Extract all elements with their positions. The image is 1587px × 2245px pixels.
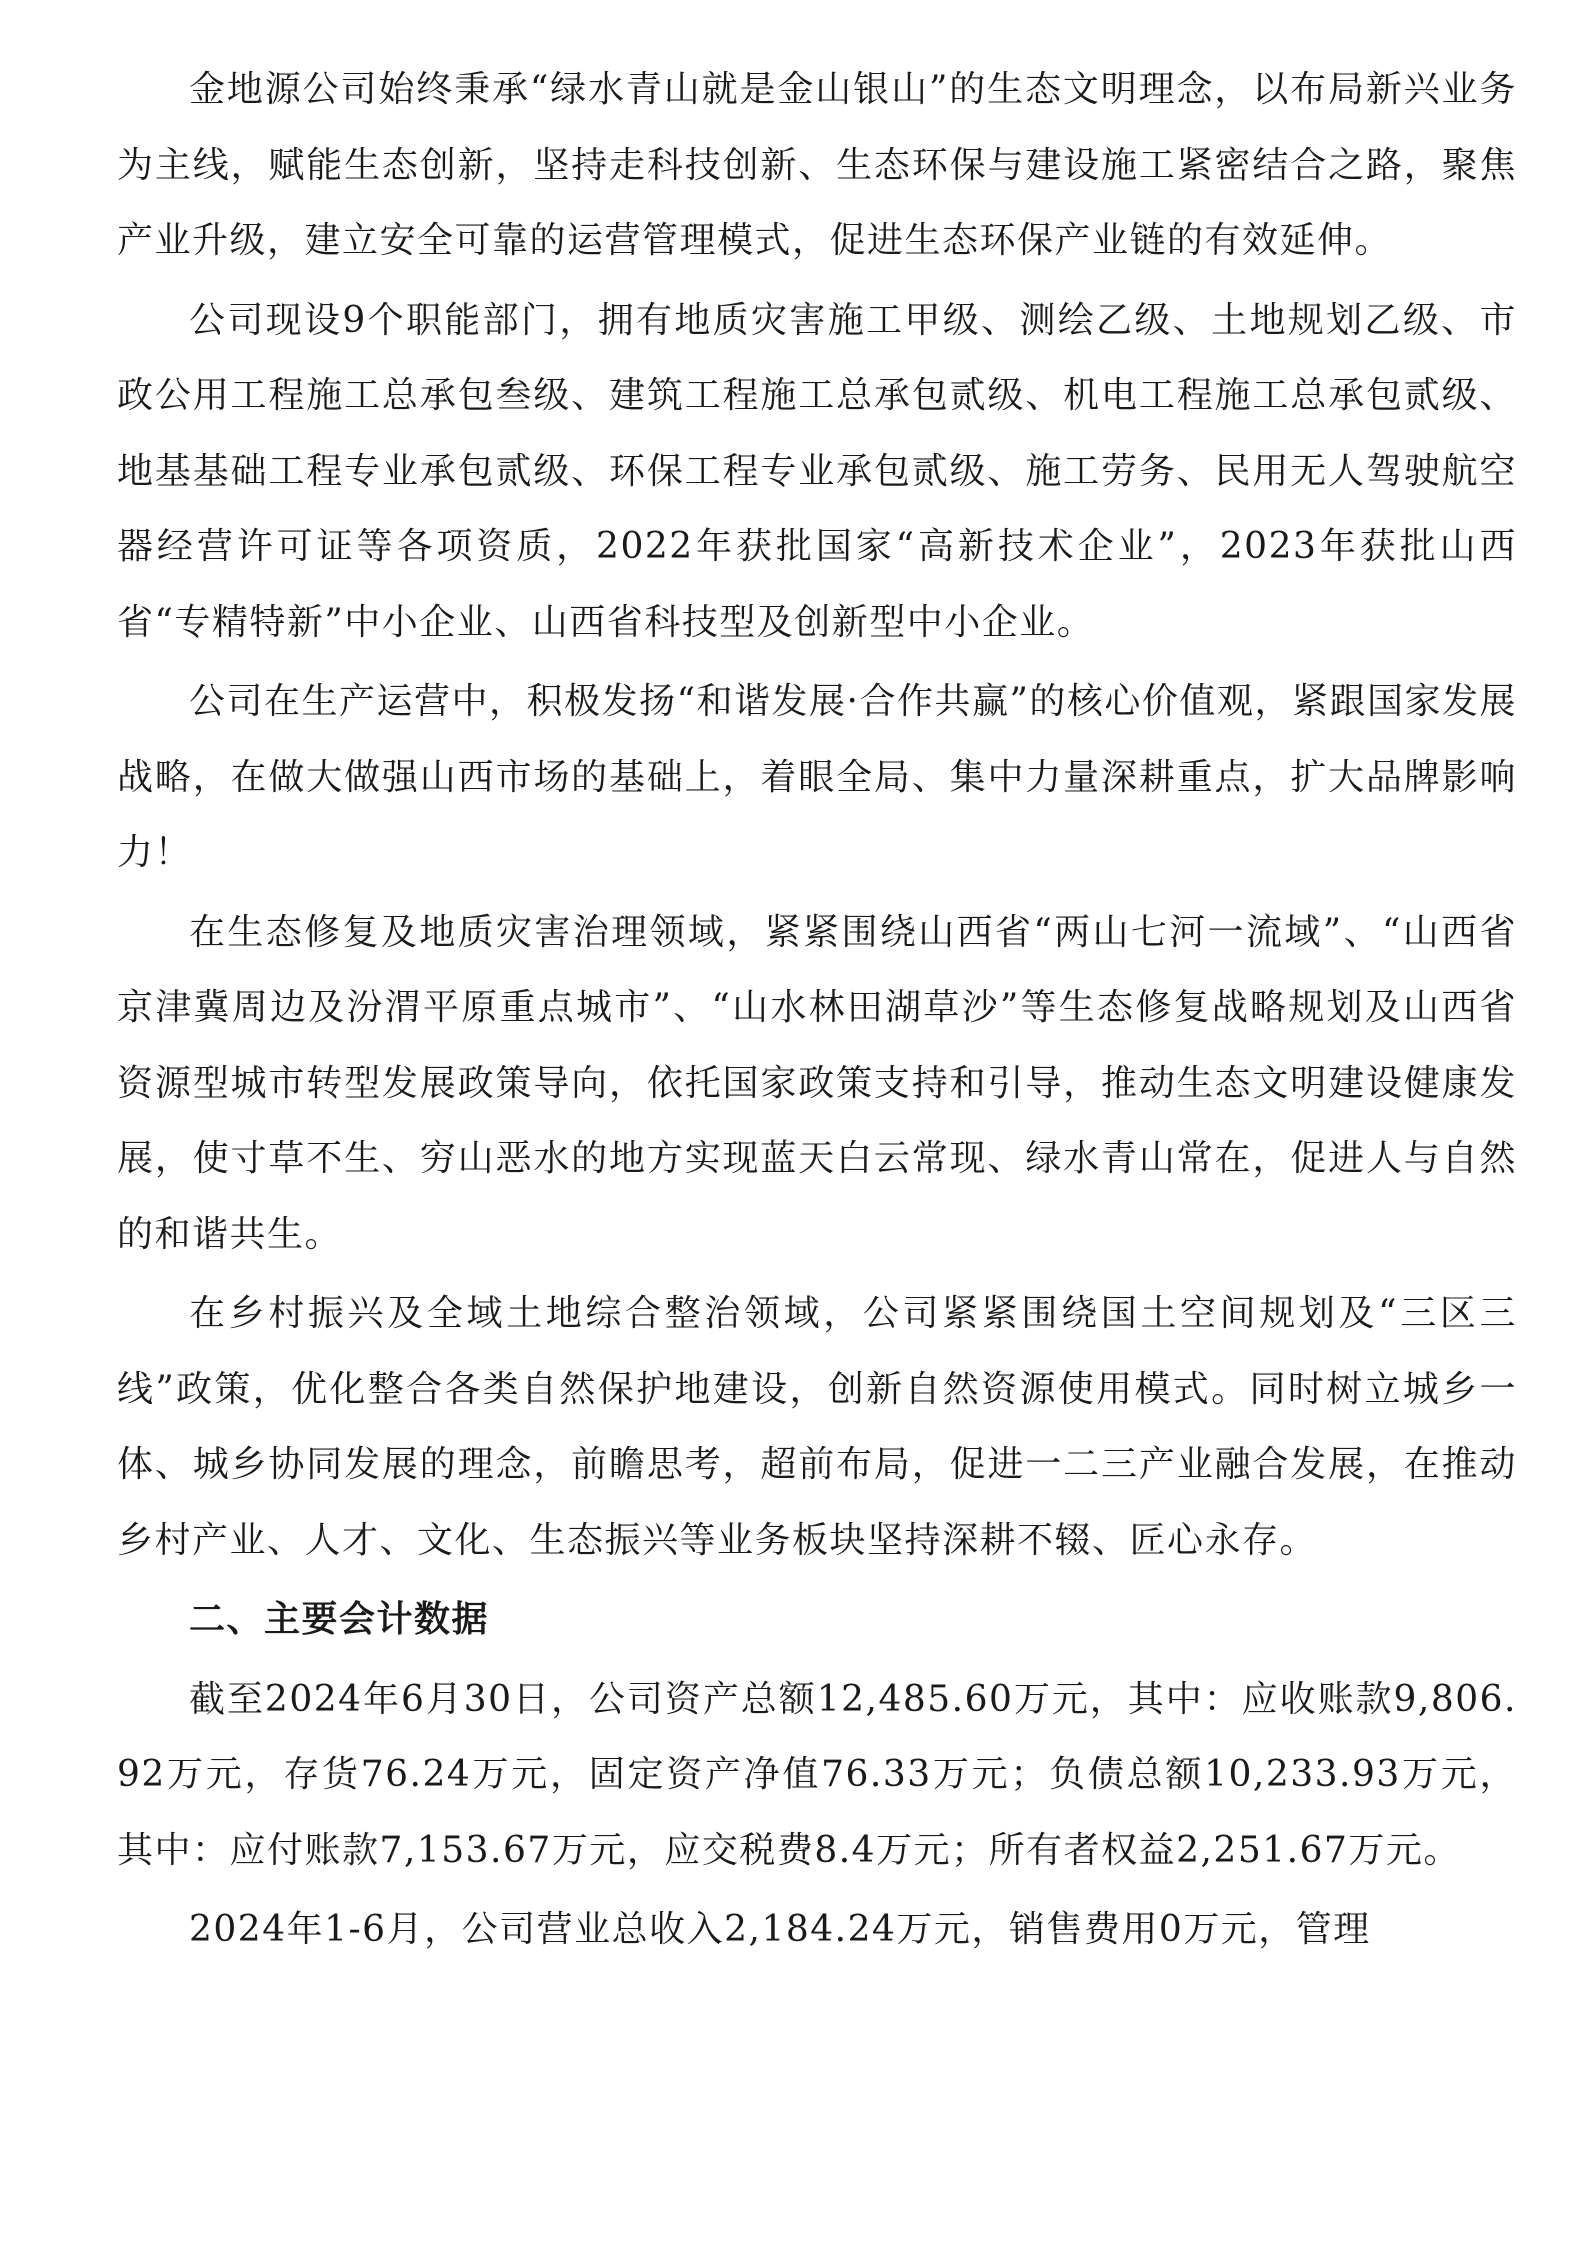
paragraph-ecological-restoration: 在生态修复及地质灾害治理领域，紧紧围绕山西省“两山七河一流域”、“山西省京津冀周边及汾渭平原重点城市”、“山水林田湖草沙”等生态修复战略规划及山西省资源型城市转型发展政策导向，依托国家政策支持和引导，推动生态文明建设健康发展，使寸草不生、穷山恶水的地方实现蓝天白云常现、绿水青山常在，促进人与自然的和谐共生。: [117, 911, 1517, 1255]
paragraph-income-statement: 2024年1-6月，公司营业总收入2,184.24万元，销售费用0万元，管理: [189, 1909, 1371, 1950]
document-body: [117, 52, 1517, 1972]
paragraph-qualifications: 公司现设9个职能部门，拥有地质灾害施工甲级、测绘乙级、土地规划乙级、市政公用工程施工总承包叁级、建筑工程施工总承包贰级、机电工程施工总承包贰级、地基基础工程专业承包贰级、环保工程专业承包贰级、施工劳务、民用无人驾驶航空器经营许可证等各项资质，2022年获批国家“高新技术企业”，2023年获批山西省“专精特新”中小企业、山西省科技型及创新型中小企业。: [117, 299, 1517, 643]
paragraph-balance-sheet: 截至2024年6月30日，公司资产总额12,485.60万元，其中：应收账款9,806.92万元，存货76.24万元，固定资产净值76.33万元；负债总额10,233.93万元，其中：应付账款7,153.67万元，应交税费8.4万元；所有者权益2,251.67万元。: [117, 1678, 1517, 1871]
paragraph-ecological-philosophy: 金地源公司始终秉承“绿水青山就是金山银山”的生态文明理念，以布局新兴业务为主线，赋能生态创新，坚持走科技创新、生态环保与建设施工紧密结合之路，聚焦产业升级，建立安全可靠的运营管理模式，促进生态环保产业链的有效延伸。: [117, 69, 1517, 261]
paragraph-core-values: 公司在生产运营中，积极发扬“和谐发展·合作共赢”的核心价值观，紧跟国家发展战略，在做大做强山西市场的基础上，着眼全局、集中力量深耕重点，扩大品牌影响力！: [117, 681, 1517, 873]
paragraph-rural-revitalization: 在乡村振兴及全域土地综合整治领域，公司紧紧围绕国土空间规划及“三区三线”政策，优化整合各类自然保护地建设，创新自然资源使用模式。同时树立城乡一体、城乡协同发展的理念，前瞻思考，超前布局，促进一二三产业融合发展，在推动乡村产业、人才、文化、生态振兴等业务板块坚持深耕不辍、匠心永存。: [117, 1293, 1517, 1561]
section-heading-accounting-data: 二、主要会计数据: [189, 1599, 490, 1640]
